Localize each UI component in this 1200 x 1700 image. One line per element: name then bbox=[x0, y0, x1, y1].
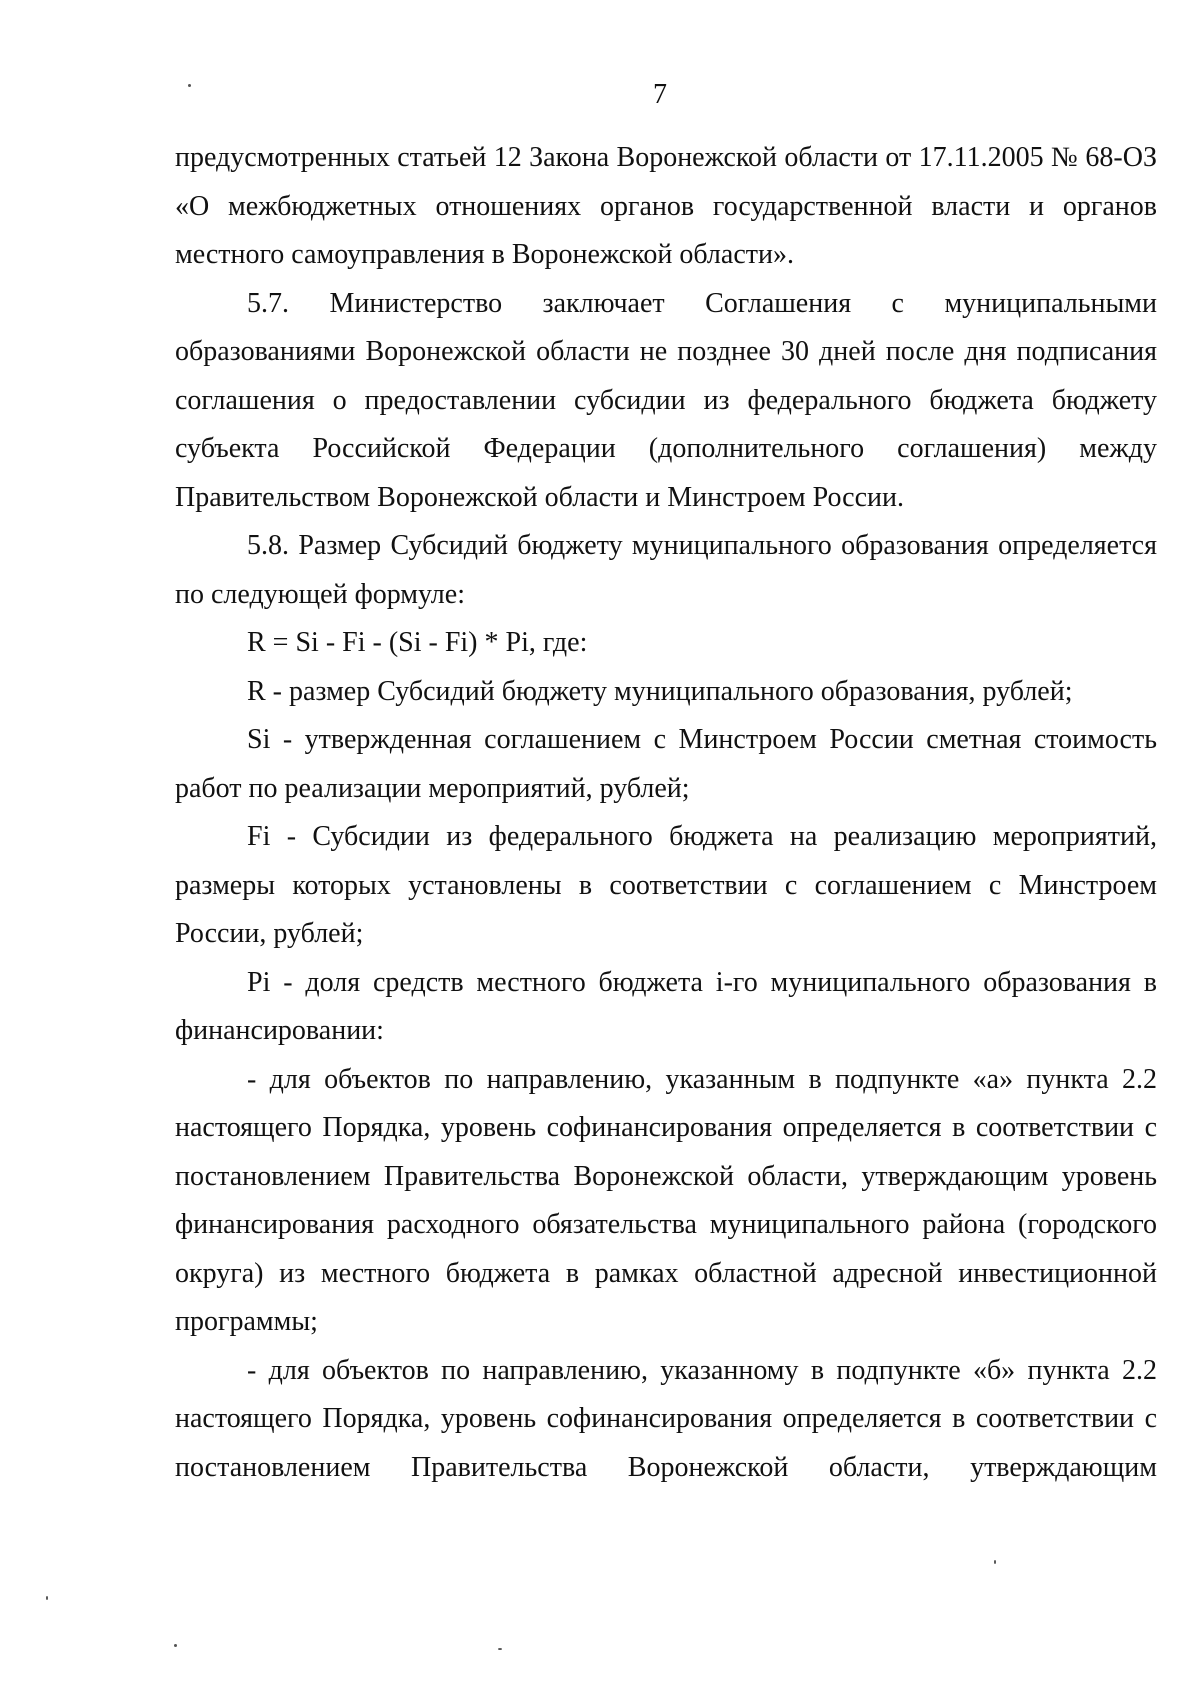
definition-pi: Pi - доля средств местного бюджета i-го муниципального образования в финансировании: bbox=[175, 966, 1157, 1046]
paragraph-5-8: 5.8. Размер Субсидий бюджету муниципального образования определяется по следующей формуле: bbox=[175, 530, 1157, 610]
paragraph-5-7: 5.7. Министерство заключает Соглашения с муниципальными образованиями Воронежской области не позднее 30 дней после дня подписания соглашения о предоставлении субсидии из федерального бюджета бюджету субъекта Российской Федерации (дополнительного соглашения) между Правительством Воронежской области и Минстроем России. bbox=[175, 287, 1157, 513]
formula-line: R = Si - Fi - (Si - Fi) * Pi, где: bbox=[247, 627, 588, 658]
list-item-b: - для объектов по направлению, указанному в подпункте «б» пункта 2.2 настоящего Порядка, уровень софинансирования определяется в соответствии с постановлением Правительства Воронежской области, утверждающим bbox=[175, 1354, 1157, 1483]
definition-fi: Fi - Субсидии из федерального бюджета на реализацию мероприятий, размеры которых установлены в соответствии с соглашением с Минстроем России, рублей; bbox=[175, 821, 1157, 949]
scan-speck bbox=[174, 1644, 177, 1647]
document-body bbox=[175, 134, 1157, 1492]
scan-speck bbox=[188, 84, 191, 87]
page-number: 7 bbox=[653, 79, 667, 110]
scan-speck bbox=[46, 1596, 48, 1600]
definition-si: Si - утвержденная соглашением с Минстроем России сметная стоимость работ по реализации мероприятий, рублей; bbox=[175, 724, 1157, 804]
scan-speck bbox=[994, 1560, 996, 1564]
definition-r: R - размер Субсидий бюджету муниципального образования, рублей; bbox=[247, 675, 1073, 707]
list-item-a: - для объектов по направлению, указанным в подпункте «а» пункта 2.2 настоящего Порядка, уровень софинансирования определяется в соответствии с постановлением Правительства Воронежской области, утверждающим уровень финансирования расходного обязательства муниципального района (городского округа) из местного бюджета в рамках областной адресной инвестиционной программы; bbox=[175, 1063, 1157, 1337]
scan-speck bbox=[498, 1648, 502, 1650]
paragraph: предусмотренных статьей 12 Закона Воронежской области от 17.11.2005 № 68-ОЗ «О межбюджетных отношениях органов государственной власти и органов местного самоуправления в Воронежской области». bbox=[175, 142, 1157, 270]
